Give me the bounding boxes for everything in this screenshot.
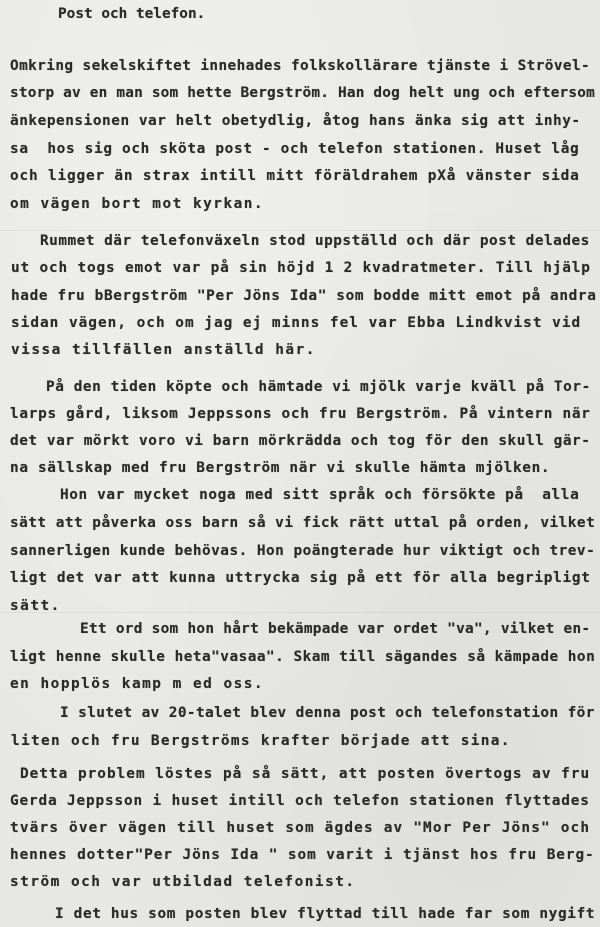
paper-crease (0, 230, 600, 231)
text-line: liten och fru Bergströms krafter började att sina. (11, 733, 511, 749)
text-line: sa hos sig och sköta post - och telefon stationen. Huset låg (10, 141, 580, 157)
text-line: I det hus som posten blev flyttad till hade far som nygift (55, 906, 596, 922)
text-line: sätt. (10, 598, 61, 614)
paper-crease (0, 612, 600, 613)
text-line: det var mörkt voro vi barn mörkrädda och tog för den skull gär- (10, 433, 591, 449)
text-line: om vägen bort mot kyrkan. (10, 196, 265, 212)
text-line: storp av en man som hette Bergström. Han dog helt ung och eftersom (10, 85, 596, 101)
text-line: en hopplös kamp m ed oss. (10, 676, 265, 692)
text-line: ligt det var att kunna uttrycka sig på ett för alla begripligt (10, 570, 591, 586)
text-line: sannerligen kunde behövas. Hon poängterade hur viktigt och trev- (10, 543, 596, 559)
page-title: Post och telefon. (58, 6, 206, 22)
text-line: larps gård, liksom Jeppssons och fru Bergström. På vintern när (10, 406, 591, 422)
text-line: På den tiden köpte och hämtade vi mjölk varje kväll på Tor- (46, 379, 591, 395)
text-line: Detta problem löstes på så sätt, att posten övertogs av fru (20, 766, 591, 782)
text-line: Rummet där telefonväxeln stod uppställd och där post delades (40, 233, 590, 249)
text-line: Hon var mycket noga med sitt språk och försökte på alla (60, 487, 580, 503)
text-line: Omkring sekelskiftet innehades folkskollärare tjänste i Strövel- (10, 58, 591, 74)
text-line: ut och togs emot var på sin höjd 1 2 kvadratmeter. Till hjälp (11, 260, 591, 276)
text-line: vissa tillfällen anställd här. (11, 342, 316, 358)
text-line: sidan vägen, och om jag ej minns fel var Ebba Lindkvist vid (11, 315, 582, 331)
text-line: hennes dotter"Per Jöns Ida " som varit i tjänst hos fru Berg- (10, 847, 595, 863)
text-line: ström och var utbildad telefonist. (10, 874, 356, 890)
text-line: och ligger än strax intill mitt föräldrahem pXå vänster sida (10, 168, 580, 184)
text-line: sätt att påverka oss barn så vi fick rätt uttal på orden, vilket (10, 515, 596, 531)
text-line: änkepensionen var helt obetydlig, åtog hans änka sig att inhy- (10, 113, 581, 129)
text-line: Gerda Jeppsson i huset intill och telefon stationen flyttades (10, 793, 590, 809)
text-line: hade fru bBergström "Per Jöns Ida" som bodde mitt emot på andra (11, 288, 597, 304)
text-line: ligt henne skulle heta"vasaa". Skam till sägandes så kämpade hon (10, 649, 596, 665)
text-line: Ett ord som hon hårt bekämpade var ordet "va", vilket en- (80, 621, 591, 637)
text-line: na sällskap med fru Bergström när vi skulle hämta mjölken. (10, 460, 551, 476)
text-line: tvärs över vägen till huset som ägdes av "Mor Per Jöns" och (10, 820, 591, 836)
text-line: I slutet av 20-talet blev denna post och telefonstation för (60, 705, 595, 721)
